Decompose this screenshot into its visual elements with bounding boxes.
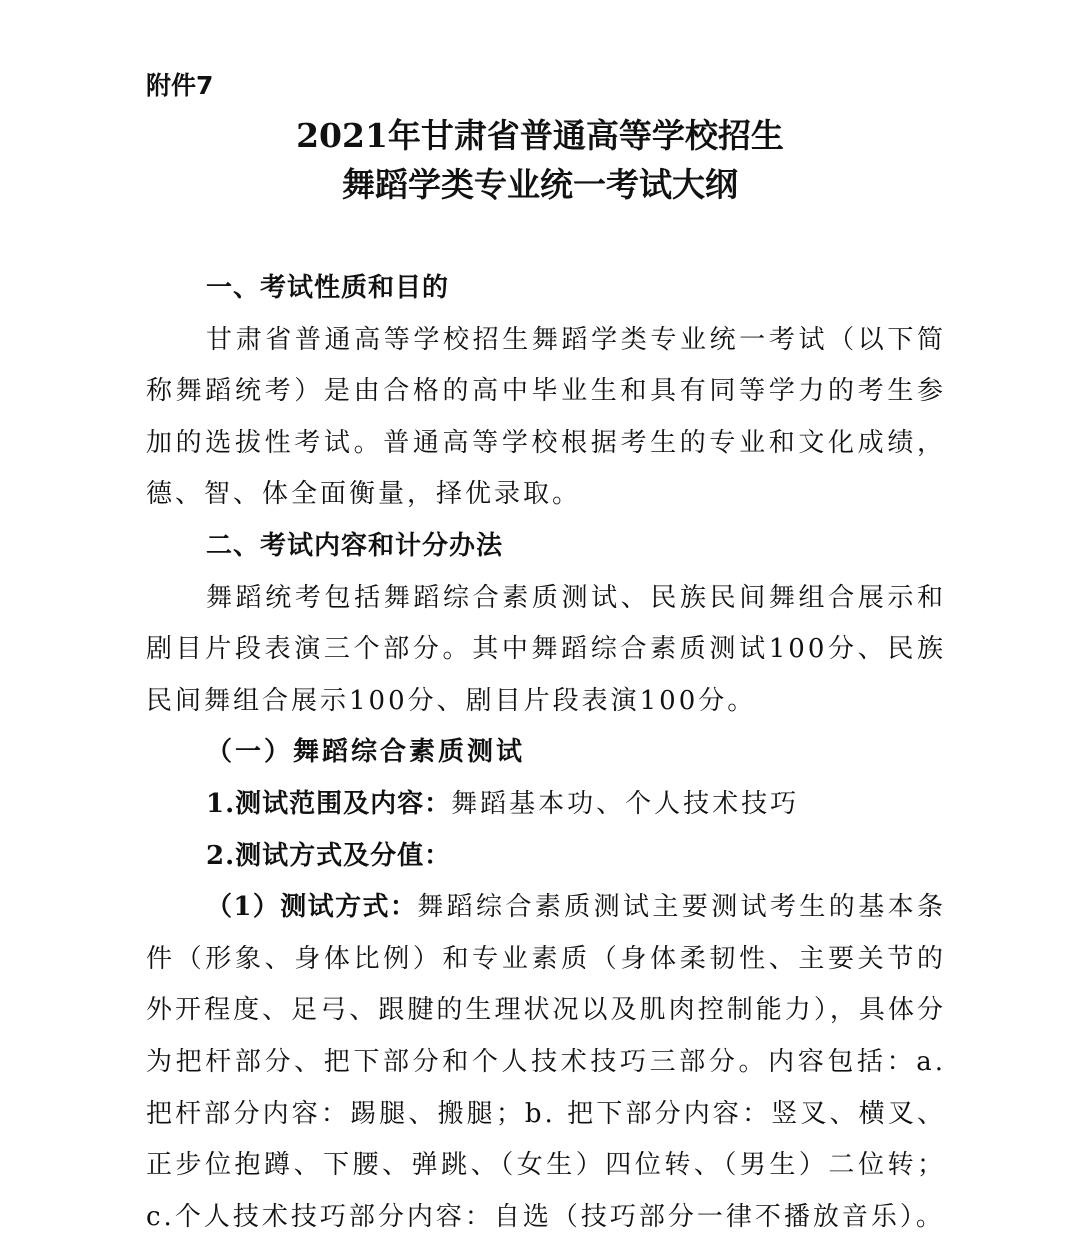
document-body: [146, 263, 946, 1243]
section-2-paragraph: 舞蹈统考包括舞蹈综合素质测试、民族民间舞组合展示和剧目片段表演三个部分。其中舞蹈综合素质测试100分、民族民间舞组合展示100分、剧目片段表演100分。: [146, 582, 946, 716]
document-title-line-1: 2021年甘肃省普通高等学校招生: [296, 116, 784, 155]
item-2: [146, 831, 946, 883]
document-title-line-2: 舞蹈学类专业统一考试大纲: [342, 165, 738, 204]
section-2-heading: 二、考试内容和计分办法: [206, 530, 504, 561]
item-2-1-text: 舞蹈综合素质测试主要测试考生的基本条件（形象、身体比例）和专业素质（身体柔韧性、主要关节的外开程度、足弓、跟腱的生理状况以及肌肉控制能力），具体分为把杆部分、把下部分和个人技术技巧三部分。内容包括：a.把杆部分内容：踢腿、搬腿；b. 把下部分内容：竖叉、横叉、正步位抱蹲、下腰、弹跳、（女生）四位转、（男生）二位转；c.个人技术技巧部分内容：自选（技巧部分一律不播放音乐）。: [146, 892, 946, 1232]
section-1-heading: 一、考试性质和目的: [206, 273, 450, 303]
item-1-text: 舞蹈基本功、个人技术技巧: [451, 788, 800, 819]
item-2-1: [146, 882, 946, 1243]
item-1: [146, 779, 946, 831]
item-2-1-label: （1）测试方式：: [206, 892, 418, 923]
subsection-1-heading: （一）舞蹈综合素质测试: [206, 737, 526, 768]
item-2-label: 2.测试方式及分值：: [206, 840, 452, 871]
item-1-label: 1.测试范围及内容：: [206, 788, 452, 819]
attachment-label: 附件7: [146, 71, 214, 100]
section-1-paragraph: 甘肃省普通高等学校招生舞蹈学类专业统一考试（以下简称舞蹈统考）是由合格的高中毕业生和具有同等学力的考生参加的选拔性考试。普通高等学校根据考生的专业和文化成绩，德、智、体全面衡量，择优录取。: [146, 324, 946, 510]
